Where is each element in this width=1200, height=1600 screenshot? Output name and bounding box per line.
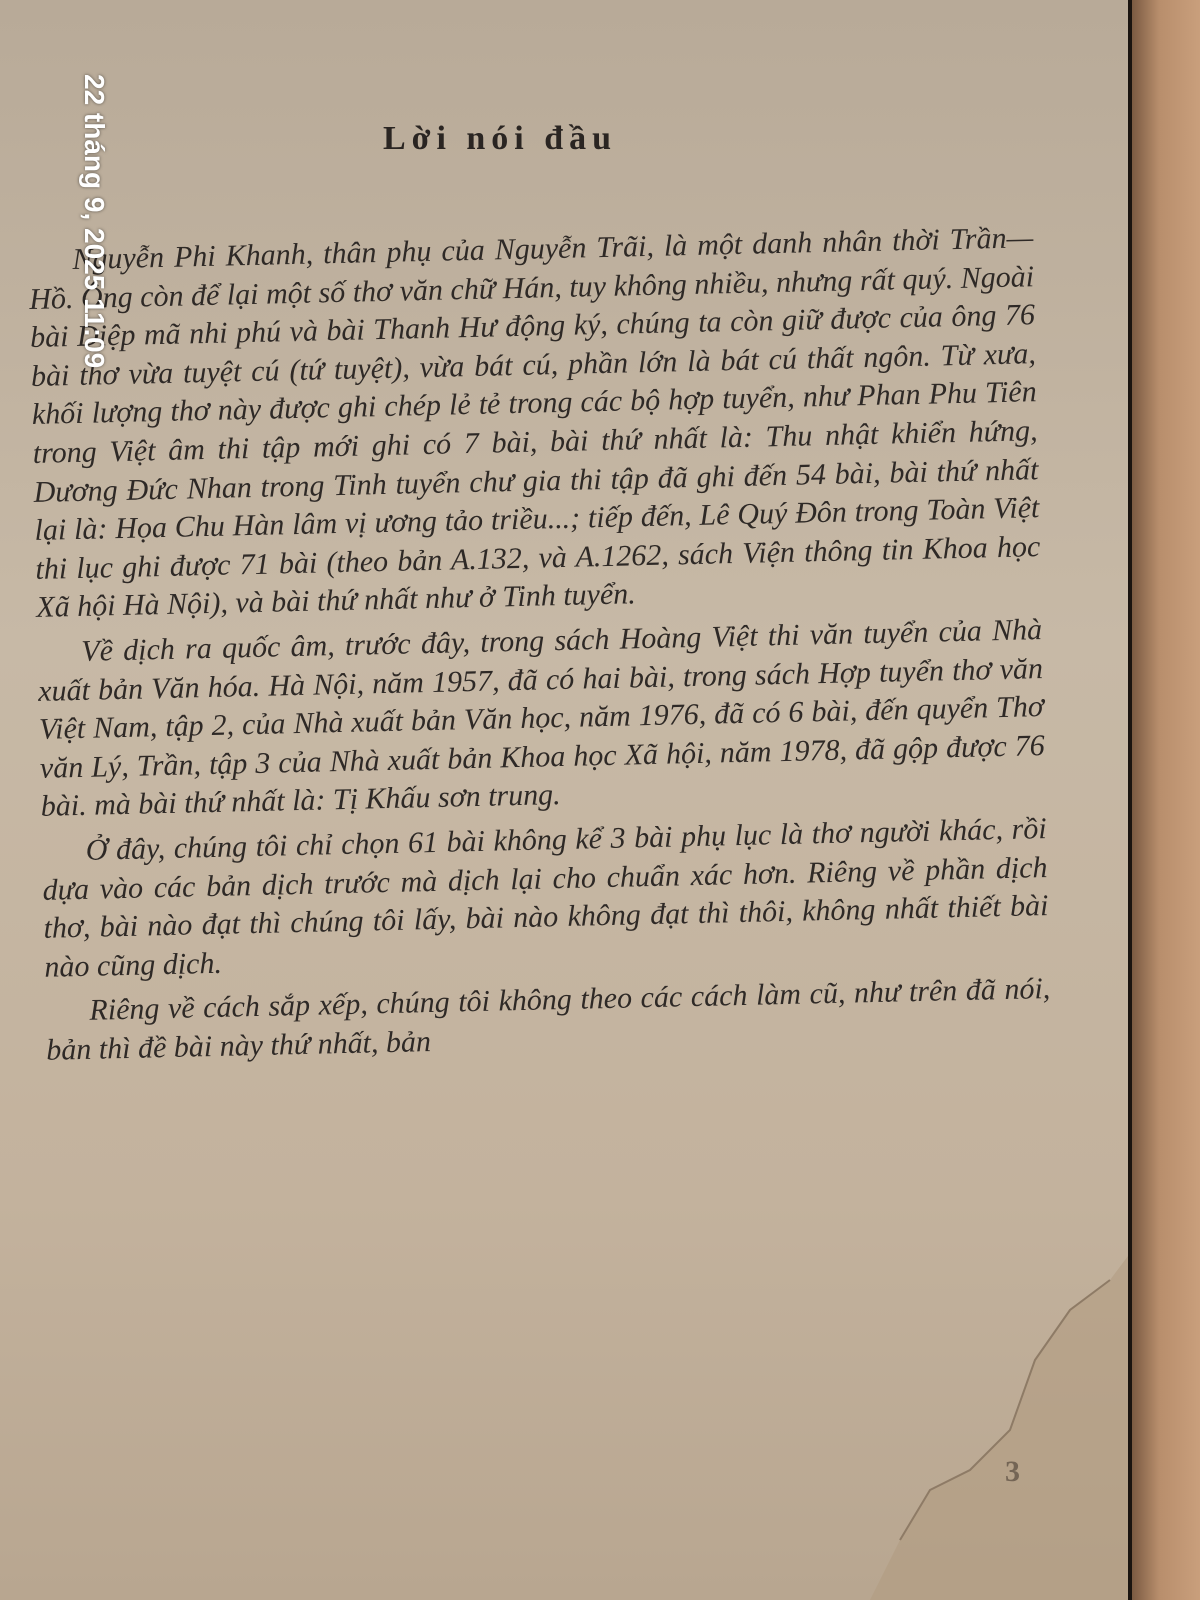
- torn-corner: [860, 1240, 1132, 1600]
- table-surface: [1132, 0, 1200, 1600]
- paragraph-3: Ở đây, chúng tôi chỉ chọn 61 bài không kể 3 bài phụ lục là thơ người khác, rồi dựa vào các bản dịch trước mà dịch lại cho chuẩn xác hơn. Riêng về phần dịch thơ, bài nào đạt thì chúng tôi lấy, bài nào không đạt thì thôi, không nhất thiết bài nào cũng dịch.: [42, 811, 1049, 984]
- body-text: [28, 219, 1052, 1070]
- date-stamp: 22 tháng 9, 2025 11:09: [79, 74, 110, 369]
- paragraph-1: Nguyễn Phi Khanh, thân phụ của Nguyễn Trãi, là một danh nhân thời Trần—Hồ. Ông còn để lại một số thơ văn chữ Hán, tuy không nhiều, nhưng rất quý. Ngoài bài Diệp mã nhi phú và bài Thanh Hư động ký, chúng ta còn giữ được của ông 76 bài thơ vừa tuyệt cú (tứ tuyệt), vừa bát cú, phần lớn là bát cú thất ngôn. Từ xưa, khối lượng thơ này được ghi chép lẻ tẻ trong các bộ hợp tuyển, như Phan Phu Tiên trong Việt âm thi tập mới ghi có 7 bài, bài thứ nhất là: Thu nhật khiển hứng, Dương Đức Nhan trong Tinh tuyển chư gia thi tập đã ghi đến 54 bài, bài thứ nhất lại là: Họa Chu Hàn lâm vị ương tảo triều...; tiếp đến, Lê Quý Đôn trong Toàn Việt thi lục ghi được 71 bài (theo bản A.132, và A.1262, sách Viện thông tin Khoa học Xã hội Hà Nội), và bài thứ nhất như ở Tinh tuyển.: [28, 221, 1041, 625]
- page-title: Lời nói đầu: [382, 120, 618, 157]
- paragraph-4: Riêng về cách sắp xếp, chúng tôi không theo các cách làm cũ, như trên đã nói, bản thì đề bài này thứ nhất, bản: [45, 972, 1051, 1067]
- paragraph-2: Về dịch ra quốc âm, trước đây, trong sách Hoàng Việt thi văn tuyển của Nhà xuất bản Văn hóa. Hà Nội, năm 1957, đã có hai bài, trong sách Hợp tuyển thơ văn Việt Nam, tập 2, của Nhà xuất bản Văn học, năm 1976, đã có 6 bài, đến quyển Thơ văn Lý, Trần, tập 3 của Nhà xuất bản Khoa học Xã hội, năm 1978, đã gộp được 76 bài. mà bài thứ nhất là: Tị Khấu sơn trung.: [37, 613, 1046, 824]
